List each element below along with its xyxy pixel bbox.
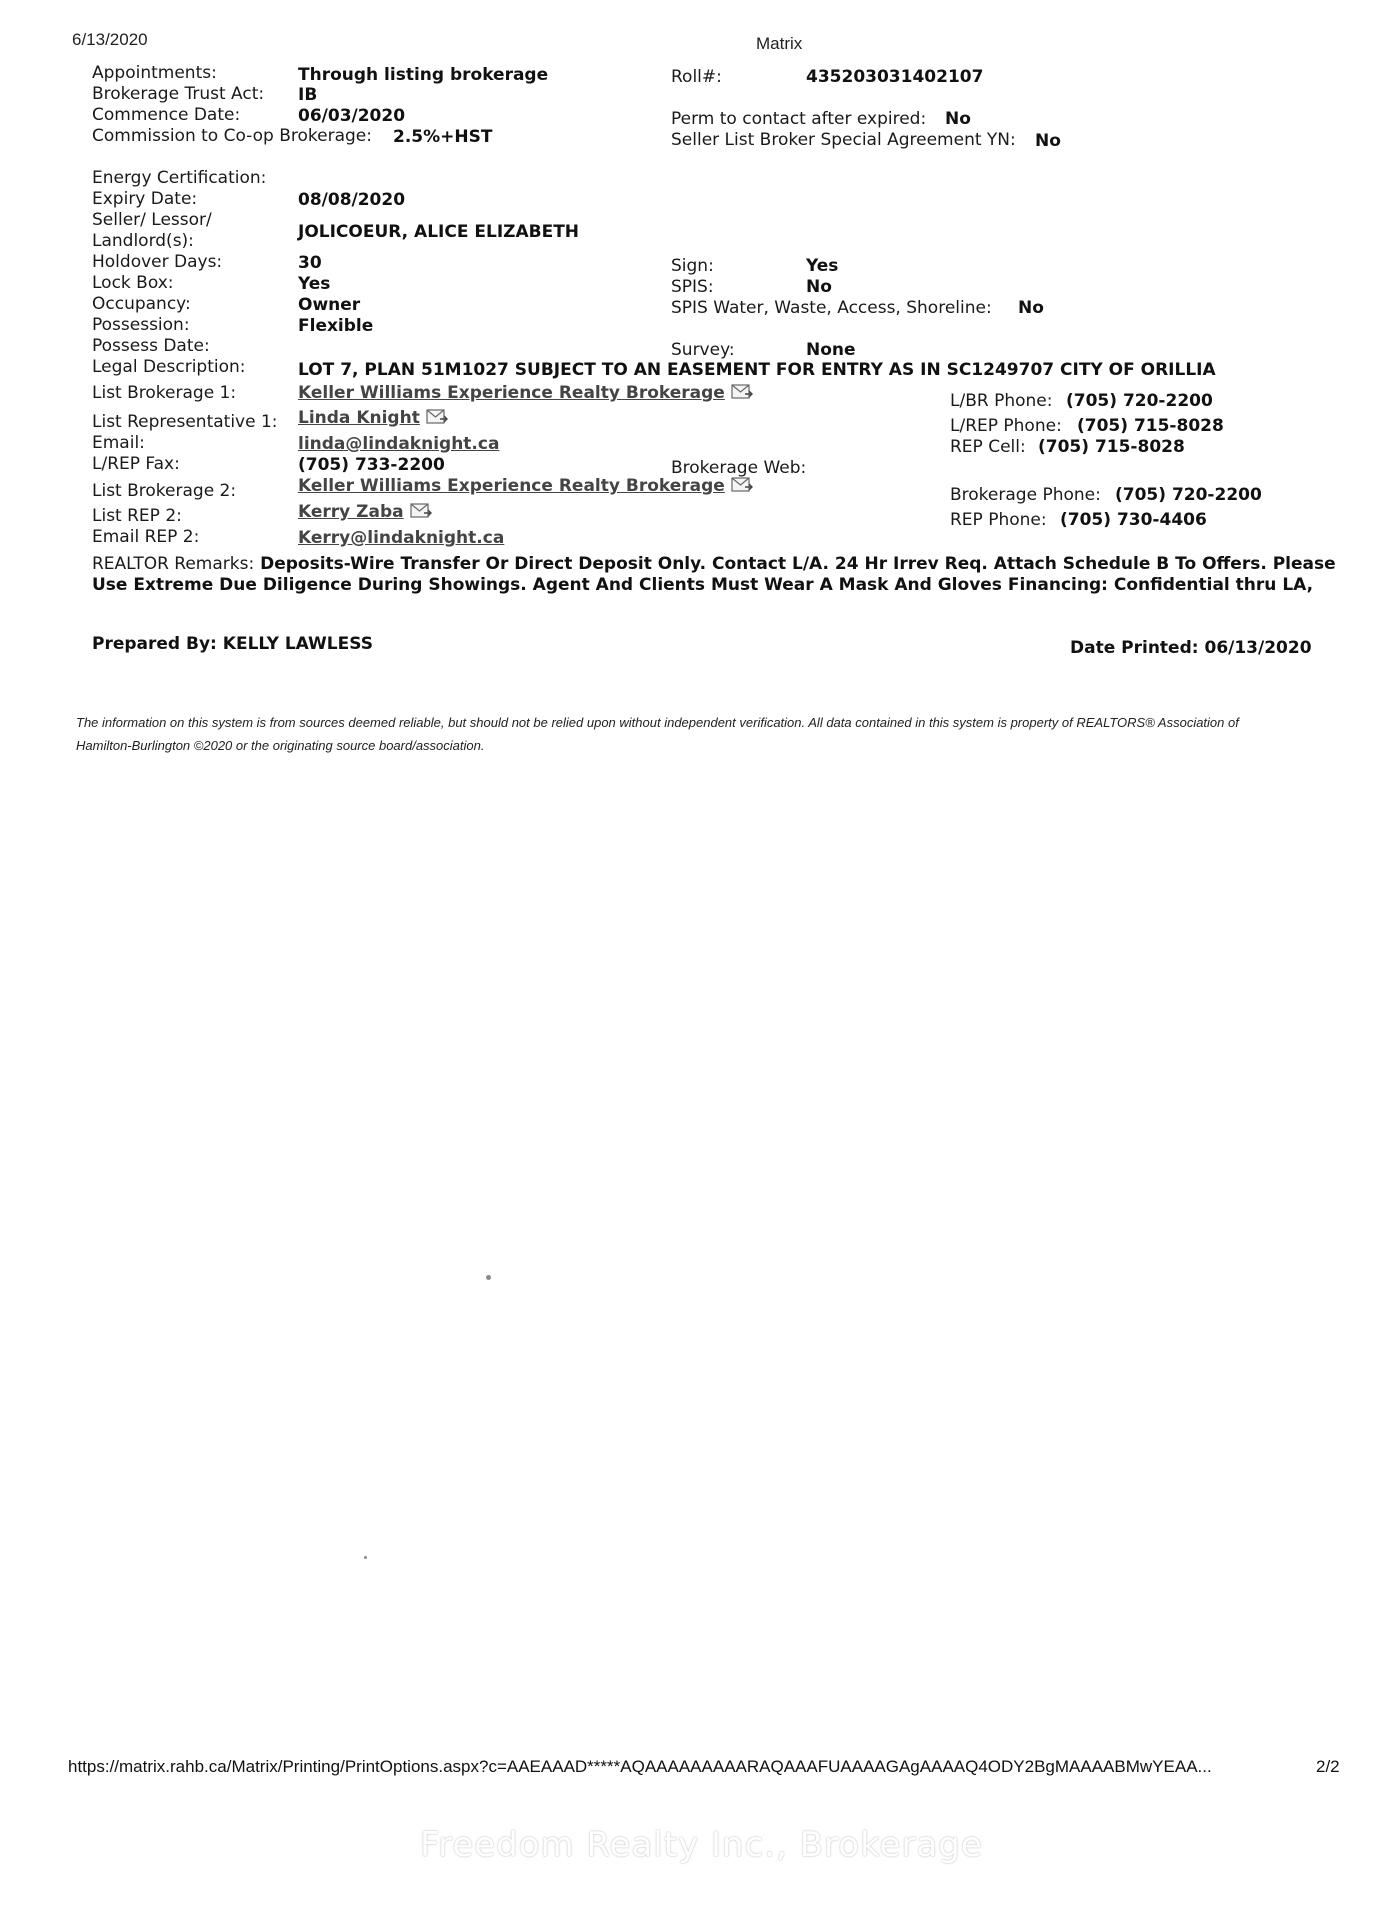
roll-value: 435203031402107 [806,67,984,87]
occupancy-label: Occupancy: [92,294,191,314]
rep-cell-label: REP Cell: [950,437,1026,457]
page-header-title: Matrix [756,34,803,53]
rep-phone-value: (705) 730-4406 [1060,510,1207,530]
commence-label: Commence Date: [92,105,241,125]
date-printed-value: 06/13/2020 [1204,638,1312,658]
sign-label: Sign: [671,256,714,276]
list-brokerage-2-row [298,476,753,496]
lock-box-label: Lock Box: [92,273,174,293]
lrep-fax-label: L/REP Fax: [92,454,180,474]
scan-speck [486,1275,491,1280]
email-link-icon[interactable] [731,383,753,400]
list-brokerage-1-label: List Brokerage 1: [92,383,237,403]
occupancy-value: Owner [298,295,361,315]
lbr-phone-label: L/BR Phone: [950,391,1053,411]
survey-label: Survey: [671,340,735,360]
list-brokerage-1-row [298,383,753,403]
page-number: 2/2 [1316,1757,1340,1776]
appointments-label: Appointments: [92,63,217,83]
possession-label: Possession: [92,315,190,335]
perm-contact-label: Perm to contact after expired: [671,109,927,129]
email-rep-2-label: Email REP 2: [92,527,200,547]
list-rep-2-row [298,502,432,522]
date-printed [1070,638,1312,658]
trust-act-label: Brokerage Trust Act: [92,84,265,104]
perm-contact-value: No [945,109,971,129]
print-date: 6/13/2020 [72,30,148,49]
footer-url: https://matrix.rahb.ca/Matrix/Printing/PrintOptions.aspx?c=AAEAAAD*****AQAAAAAAAAARAQAAAFUAAAAGAgAAAAQ4ODY2BgMAAAABMwYEAA... [68,1757,1212,1776]
brokerage-web-label: Brokerage Web: [671,458,807,478]
email-link-icon[interactable] [731,476,753,493]
date-printed-label: Date Printed: [1070,638,1199,658]
seller-list-broker-label: Seller List Broker Special Agreement YN: [671,130,1016,150]
commence-value: 06/03/2020 [298,106,406,126]
commission-value: 2.5%+HST [393,127,493,147]
scan-speck [364,1556,367,1559]
trust-act-value: IB [298,85,318,105]
spis-water-label: SPIS Water, Waste, Access, Shoreline: [671,298,992,318]
possession-value: Flexible [298,316,374,336]
list-brokerage-1-link[interactable]: Keller Williams Experience Realty Brokerage [298,383,725,403]
seller-label-line2: Landlord(s): [92,231,194,251]
remarks-value: Deposits-Wire Transfer Or Direct Deposit Only. Contact L/A. 24 Hr Irrev Req. Attach Schedule B To Offers. Please Use Extreme Due Diligence During Showings. Agent And Clients Must Wear A Mask And Gloves Financing: Confidential thru LA, [92,554,1336,595]
list-rep-2-label: List REP 2: [92,506,182,526]
possess-date-label: Possess Date: [92,336,210,356]
lrep-phone-label: L/REP Phone: [950,416,1062,436]
disclaimer: The information on this system is from sources deemed reliable, but should not be relied upon without independent verification. All data contained in this system is property of REALTORS® Association of Hamilton-Burlington ©2020 or the originating source board/association. [76,715,1239,753]
prepared-by-label: Prepared By: [92,634,217,654]
list-rep-1-label: List Representative 1: [92,412,278,432]
lrep-fax-value: (705) 733-2200 [298,455,445,475]
rep-cell-value: (705) 715-8028 [1038,437,1185,457]
email-link-icon[interactable] [410,502,432,519]
lock-box-value: Yes [298,274,331,294]
brokerage-phone-label: Brokerage Phone: [950,485,1101,505]
spis-water-value: No [1018,298,1044,318]
realtor-remarks [92,554,1352,596]
lbr-phone-value: (705) 720-2200 [1066,391,1213,411]
list-rep-1-row [298,408,448,428]
prepared-by-value: KELLY LAWLESS [222,634,373,654]
holdover-label: Holdover Days: [92,252,223,272]
watermark: Freedom Realty Inc., Brokerage [420,1825,983,1865]
list-brokerage-2-link[interactable]: Keller Williams Experience Realty Brokerage [298,476,725,496]
email-rep-2-link[interactable]: Kerry@lindaknight.ca [298,528,505,548]
lrep-phone-value: (705) 715-8028 [1077,416,1224,436]
seller-list-broker-value: No [1035,131,1061,151]
energy-label: Energy Certification: [92,168,267,188]
expiry-label: Expiry Date: [92,189,198,209]
legal-label: Legal Description: [92,357,246,377]
legal-value: LOT 7, PLAN 51M1027 SUBJECT TO AN EASEMENT FOR ENTRY AS IN SC1249707 CITY OF ORILLIA [298,360,1216,380]
spis-value: No [806,277,832,297]
list-rep-2-link[interactable]: Kerry Zaba [298,502,404,522]
email-link[interactable]: linda@lindaknight.ca [298,434,500,454]
rep-phone-label: REP Phone: [950,510,1047,530]
holdover-value: 30 [298,253,322,273]
roll-label: Roll#: [671,67,722,87]
brokerage-phone-value: (705) 720-2200 [1115,485,1262,505]
expiry-value: 08/08/2020 [298,190,406,210]
commission-label: Commission to Co-op Brokerage: [92,126,372,146]
prepared-by [92,634,373,654]
email-link-icon[interactable] [426,408,448,425]
list-brokerage-2-label: List Brokerage 2: [92,481,237,501]
survey-value: None [806,340,856,360]
sign-value: Yes [806,256,839,276]
list-rep-1-link[interactable]: Linda Knight [298,408,420,428]
seller-value: JOLICOEUR, ALICE ELIZABETH [298,222,580,242]
seller-label-line1: Seller/ Lessor/ [92,210,212,230]
appointments-value: Through listing brokerage [298,65,549,85]
spis-label: SPIS: [671,277,714,297]
email-label: Email: [92,433,145,453]
remarks-label: REALTOR Remarks: [92,554,255,574]
